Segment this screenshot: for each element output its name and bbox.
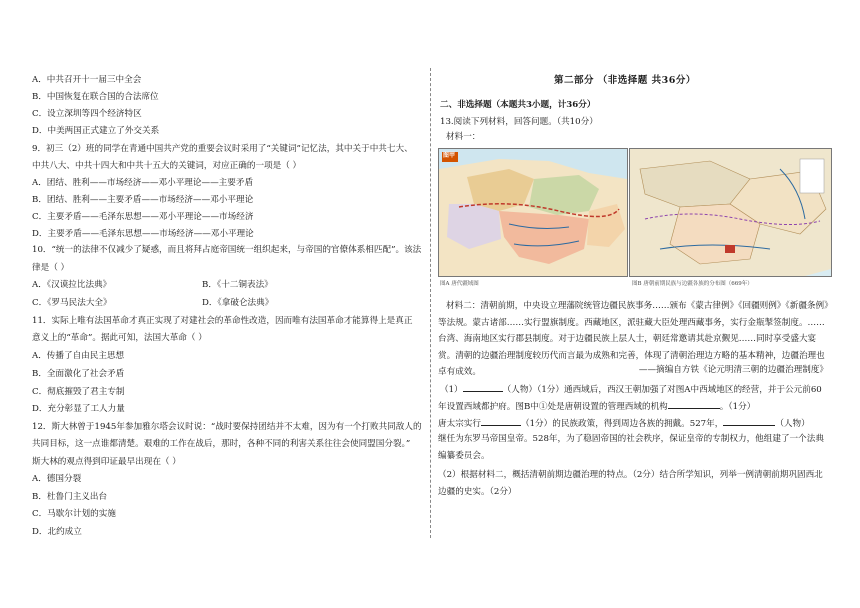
option-line: D．《拿破仑法典》 (202, 298, 274, 308)
question-1-text-2: 年设置西域都护府。图B中①处是唐朝设置的管理西域的机构 (438, 402, 668, 412)
answer-blank-3[interactable] (481, 416, 521, 426)
question-1-line-5: 编纂委员会。 (438, 451, 490, 461)
left-text-line: 中共八大、中共十四大和中共十五大的关键词，对应正确的一项是（ ） (32, 161, 302, 171)
option-line: C．《罗马民法大全》 (32, 298, 112, 308)
option-line: B．《十二铜表法》 (202, 280, 273, 290)
left-text-line: B．中国恢复在联合国的合法席位 (32, 92, 159, 102)
left-text-line: A．团结、胜利——市场经济——邓小平理论——主要矛盾 (32, 178, 254, 188)
left-text-line: B．团结、胜利——主要矛盾——市场经济——邓小平理论 (32, 195, 254, 205)
left-text-line: 11．实际上唯有法国革命才真正实现了对建社会的革命性改造，因而唯有法国革命才能算得上是真正 (32, 316, 413, 326)
material-2-text: 材料二：清朝前期，中央设立理藩院统管边疆民族事务……颁布《蒙古律例》《回疆则例》《新疆条例》等法规。蒙古诸部……实行盟旗制度。西藏地区，派驻藏大臣处理西藏事务，实行金瓶掣签制度。……台湾、海南地区实行郡县制度。对于边疆民族上层人士，朝廷常邀请其赴京觐见……同时享受盛大宴赏。清朝的边疆治理制度较历代而言最为成熟和完善，体现了清朝治理边方略的基本精神，边疆治理也卓有成效。 (438, 301, 829, 378)
option-line: A．《汉谟拉比法典》 (32, 280, 112, 290)
left-text-line: C．主要矛盾——毛泽东思想——邓小平理论——市场经济 (32, 212, 254, 222)
left-text-line: B．杜鲁门主义出台 (32, 492, 108, 502)
part-title: 第二部分 （非选择题 共36分） (554, 75, 696, 86)
left-text-line: D．北约成立 (32, 527, 82, 537)
question-1-line-2 (438, 399, 755, 413)
column-divider (430, 68, 431, 538)
map-a-image (438, 148, 628, 277)
left-text-line: A．德国分裂 (32, 474, 82, 484)
question-1-text-5: （1分）的民族政策，得到周边各族的拥戴。527年， (520, 419, 724, 429)
map-b-caption: 图B 唐朝前期民族与边疆各族的分布图（669年） (632, 281, 753, 287)
left-text-line: 斯大林的观点得到印证最早出现在（ ） (32, 457, 181, 467)
material-2-source: ——摘编自方铁《论元明清三朝的边疆治理制度》 (638, 365, 828, 375)
section-heading: 二、非选择题（本题共3小题，计36分） (440, 100, 596, 110)
left-text-line: C．马歇尔计划的实施 (32, 509, 116, 519)
map-a-label: 图甲 (443, 152, 456, 159)
question-1-text-1: （人物）（1分）通西域后，西汉王朝加强了对图A中西域地区的经营，并于公元前60 (502, 385, 822, 395)
question-1-line-4: 继任为东罗马帝国皇帝。528年，为了稳固帝国的社会秩序，保证皇帝的专制权力，他组建了一个法典 (438, 434, 824, 444)
question-1-line-3 (438, 416, 810, 430)
map-a-drawing (439, 149, 627, 276)
left-text-line: C．彻底摧毁了君主专制 (32, 387, 125, 397)
question-13-intro: 13.阅读下列材料，回答问题。（共10分） (440, 117, 598, 127)
question-1-number: （1） (440, 385, 463, 395)
left-text-line: 律是（ ） (32, 263, 70, 273)
question-1-text-4: 唐太宗实行 (438, 419, 481, 429)
left-text-line: D．充分彰显了工人力量 (32, 404, 125, 414)
left-text-line: 10．“统一的法律不仅减少了疑惑，而且将拜占庭帝国统一组织起来，与帝国的官僚体系相匹配”。该法 (32, 245, 422, 255)
answer-blank-2[interactable] (668, 399, 720, 409)
left-text-line: 意义上的“革命”。据此可知，法国大革命（ ） (32, 333, 207, 343)
answer-blank-1[interactable] (463, 382, 503, 392)
map-b-image (629, 148, 832, 277)
question-1-text-3: 。（1分） (719, 402, 756, 412)
question-2-text: （2）根据材料二，概括清朝前期边疆治理的特点。（2分）结合所学知识，列举一例清朝前期巩固西北边疆的史实。（2分） (438, 470, 823, 497)
question-1-line-1 (440, 382, 822, 396)
map-b-drawing (630, 149, 831, 276)
question-1-text-6: （人物） (775, 419, 810, 429)
left-text-line: 共同目标，这一点谁都清楚。艰难的工作在战后，那时，各种不同的利害关系往往会使同盟国分裂。” (32, 439, 411, 449)
left-text-line: A．中共召开十一届三中全会 (32, 75, 142, 85)
left-text-line: C．设立深圳等四个经济特区 (32, 109, 142, 119)
left-text-line: D．中美两国正式建立了外交关系 (32, 126, 160, 136)
left-text-line: 9．初三（2）班的同学在青通中国共产党的重要会议时采用了“关键词”记忆法，其中关于中共七大、 (32, 144, 413, 154)
map-a-caption: 图A 唐代疆域图 (440, 281, 479, 287)
answer-blank-4[interactable] (723, 416, 775, 426)
left-text-line: D．主要矛盾——毛泽东思想——市场经济——邓小平理论 (32, 229, 254, 239)
material-1-label: 材料一： (446, 132, 481, 142)
left-text-line: A．传播了自由民主思想 (32, 351, 125, 361)
left-text-line: B．全面激化了社会矛盾 (32, 369, 125, 379)
left-text-line: 12．斯大林曾于1945年参加雅尔塔会议时说：“战时要保持团结并不太难，因为有一个打败共同敌人的 (32, 422, 422, 432)
